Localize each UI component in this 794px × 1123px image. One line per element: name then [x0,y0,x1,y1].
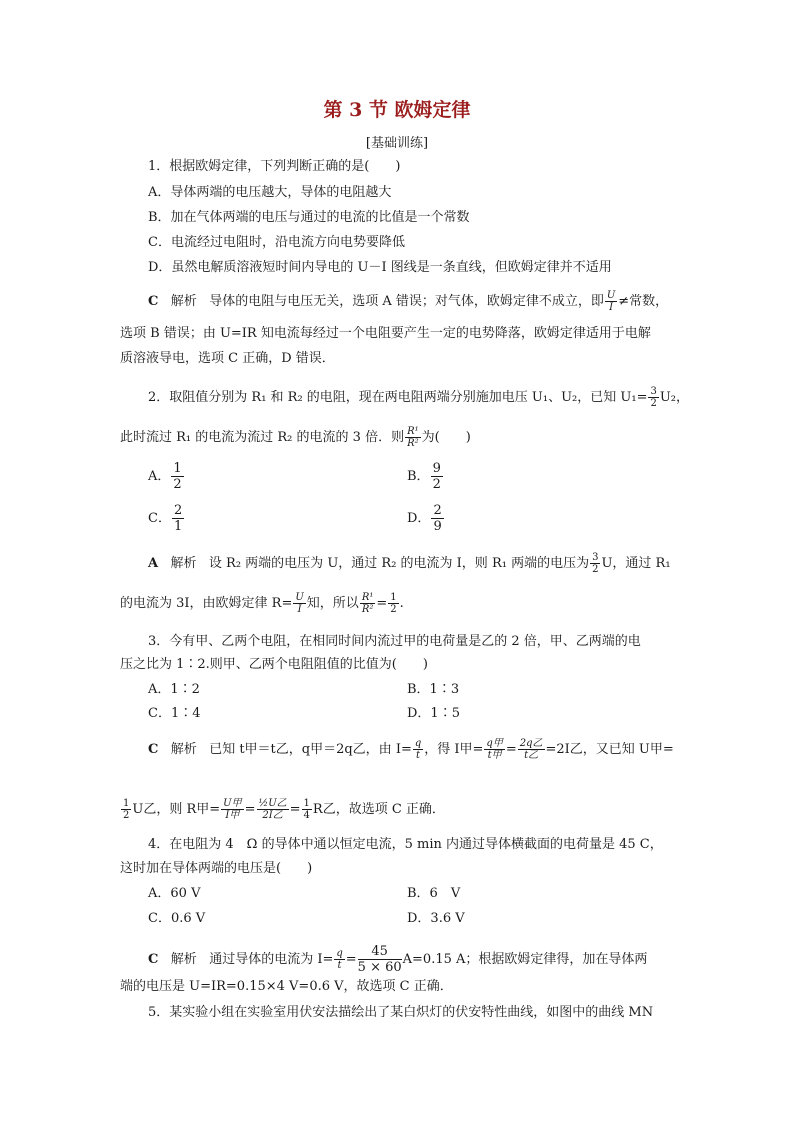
q1-solution-line-3: 质溶液导电，选项 C 正确，D 错误． [120,351,335,366]
q4-solution-label: 解析 [170,952,197,967]
q2-option-b [407,461,444,492]
q3-solution-fraction-1 [413,738,423,761]
q4-option-b: B．6 V [407,886,461,901]
q2-option-d [407,503,445,534]
q4-solution-fraction-2-den: 5 × 60 [357,960,402,975]
q2-solution2-fraction-3-num: 1 [390,592,397,603]
q4-solution-equals: = [345,952,357,967]
q2-answer: A [148,556,159,571]
q3-solution2-fraction-3-den: 4 [303,810,310,821]
q3-solution-fraction-3-num: 2q乙 [519,738,543,749]
q1-stem: 1．根据欧姆定律，下列判断正确的是( ) [148,159,401,174]
q2-solution-label: 解析 [170,556,197,571]
q2-solution-text: 设 R₂ 两端的电压为 U，通过 R₂ 的电流为 I，则 R₁ 两端的电压为 [208,556,590,571]
q4-solution-line-2: 端的电压是 U=IR=0.15×4 V=0.6 V，故选项 C 正确． [120,979,453,994]
q2-option-a [148,461,185,492]
q2-option-a-den: 2 [173,477,182,492]
q1-fraction-den: I [609,302,614,313]
q2-solution-text-end: U，通过 R₁ [601,556,671,571]
q3-solution-fraction-1-den: t [416,750,421,761]
q2-stem-text-end: U₂， [659,390,690,405]
q3-option-b: B．1∶3 [407,682,460,697]
q1-solution-label: 解析 [170,294,197,309]
q1-option-b: B．加在气体两端的电压与通过的电流的比值是一个常数 [148,210,470,225]
q2-option-a-fraction [171,461,183,492]
q3-solution-text-mid-1: ，得 I甲= [424,742,484,757]
q2-stem-line-1 [148,386,689,409]
q3-solution-fraction-3-den: t乙 [524,750,539,761]
q2-option-c-den: 1 [173,519,183,534]
q2-solution2-fraction-3 [388,592,398,615]
q2-solution2-fraction-2-den: R² [361,604,374,615]
q3-solution2-fraction-3 [302,798,312,821]
q2-solution2-fraction-1-num: U [295,592,304,603]
q3-solution2-fraction-1-den: I甲 [225,810,240,821]
q3-answer: C [148,742,159,757]
q2-stem2-text: 此时流过 R₁ 的电流为流过 R₂ 的电流的 3 倍．则 [120,430,405,445]
q2-option-c [148,503,185,534]
q3-solution2-fraction-1-num: U甲 [223,798,242,809]
q3-solution2-fraction-0-den: 2 [123,810,130,821]
q3-solution2-text: U乙，则 R甲= [132,802,221,817]
q3-solution-fraction-2-den: t甲 [487,750,502,761]
q2-option-c-fraction [172,503,184,534]
q3-solution-text: 已知 t甲＝t乙，q甲＝2q乙，由 I= [209,742,412,757]
q4-solution-line-1 [148,944,647,975]
q2-solution-fraction-den: 2 [592,564,599,575]
q3-option-d: D．1∶5 [407,706,460,721]
q1-answer: C [148,294,159,309]
q2-option-d-den: 9 [433,519,442,534]
q4-solution-text: 通过导体的电流为 I= [209,952,334,967]
q2-solution2-fraction-2-num: R¹ [361,592,374,603]
q2-stem2-fraction-den: R² [407,438,419,449]
q1-solution-line-1 [148,290,668,313]
q3-solution-fraction-2 [484,738,504,761]
q1-option-c: C．电流经过电阻时，沿电流方向电势要降低 [148,235,405,250]
q4-solution-fraction-1 [334,948,344,971]
q2-stem2-fraction-num: R¹ [407,426,419,437]
q4-stem-line-2: 这时加在导体两端的电压是( ) [120,861,313,876]
q3-solution2-fraction-2-num: ½U乙 [258,798,287,809]
q3-solution2-fraction-1 [221,798,243,821]
q2-option-a-label: A． [148,469,171,484]
q2-option-b-num: 9 [432,461,441,476]
q1-solution-text-end: ≠常数， [618,294,669,309]
q1-fraction-num: U [606,290,616,301]
q2-stem-line-2 [120,426,471,449]
q3-solution2-fraction-0-num: 1 [123,798,130,809]
q4-solution-fraction-1-den: t [337,960,342,971]
q1-solution-line-2: 选项 B 错误；由 U=IR 知电流每经过一个电阻要产生一定的电势降落，欧姆定律适用于电解 [120,326,651,341]
q2-stem-fraction-num: 3 [650,386,657,397]
q3-stem-line-2: 压之比为 1∶2.则甲、乙两个电阻阻值的比值为( ) [120,657,428,672]
q3-solution2-text-end: R乙，故选项 C 正确． [312,802,445,817]
q4-solution-text-end: A=0.15 A；根据欧姆定律得，加在导体两 [402,952,648,967]
q2-solution2-text-end: . [399,596,404,611]
q3-solution-fraction-2-num: q甲 [486,738,503,749]
section-label: [基础训练] [365,136,429,151]
q3-stem-line-1: 3．今有甲、乙两个电阻，在相同时间内流过甲的电荷量是乙的 2 倍，甲、乙两端的电 [148,634,641,649]
q2-stem2-fraction [405,426,421,449]
q2-option-d-num: 2 [433,503,442,518]
q3-solution2-equals-2: = [289,802,301,817]
q2-solution-fraction-num: 3 [592,552,599,563]
q2-option-b-fraction [431,461,443,492]
q3-option-c: C．1∶4 [148,706,201,721]
q2-option-c-num: 2 [173,503,183,518]
q2-solution-fraction [590,552,600,575]
q1-solution-text: 导体的电阻与电压无关，选项 A 错误；对气体，欧姆定律不成立，即 [209,294,604,309]
q5-stem-line-1: 5．某实验小组在实验室用伏安法描绘出了某白炽灯的伏安特性曲线，如图中的曲线 MN [148,1005,654,1020]
q2-option-b-den: 2 [432,477,441,492]
q2-solution2-fraction-2 [360,592,376,615]
q2-solution2-text-mid: 知，所以 [306,596,359,611]
q2-solution2-text: 的电流为 3I，由欧姆定律 R= [120,596,293,611]
q2-solution-line-2 [120,592,404,615]
q3-solution2-fraction-2-den: 2I乙 [262,810,283,821]
q3-solution2-equals-1: = [244,802,256,817]
q2-option-d-fraction [431,503,443,534]
q2-option-b-label: B． [407,469,430,484]
q2-solution2-equals: = [376,596,388,611]
q4-option-d: D．3.6 V [407,911,465,926]
q1-option-d: D．虽然电解质溶液短时间内导电的 U－I 图线是一条直线，但欧姆定律并不适用 [148,260,612,275]
q2-stem-fraction-den: 2 [650,398,657,409]
q2-solution2-fraction-1-den: I [297,604,302,615]
q1-fraction [605,290,617,313]
q2-stem-text: 2．取阻值分别为 R₁ 和 R₂ 的电阻，现在两电阻两端分别施加电压 U₁、U₂，已知 U₁= [148,390,648,405]
q3-solution2-fraction-0 [121,798,131,821]
q3-solution-fraction-1-num: q [414,738,422,749]
q3-solution-text-end: =2I乙，又已知 U甲= [545,742,674,757]
q1-option-a: A．导体两端的电压越大，导体的电阻越大 [148,185,392,200]
q2-option-c-label: C． [148,511,171,526]
q2-solution2-fraction-1 [293,592,305,615]
q4-stem-line-1: 4．在电阻为 4 Ω 的导体中通以恒定电流，5 min 内通过导体横截面的电荷量是 45 C， [148,837,663,852]
q3-solution-equals-1: = [505,742,517,757]
q3-solution-line-2 [120,798,445,821]
q2-solution2-fraction-3-den: 2 [390,604,397,615]
q4-answer: C [148,952,159,967]
q2-option-a-num: 1 [173,461,182,476]
q4-solution-fraction-2 [358,944,402,975]
q3-solution2-fraction-2 [257,798,289,821]
q2-solution-line-1 [148,552,671,575]
q3-solution-label: 解析 [170,742,197,757]
q4-option-c: C．0.6 V [148,911,206,926]
q3-option-a: A．1∶2 [148,682,200,697]
q3-solution-line-1 [148,738,674,761]
q4-solution-fraction-2-num: 45 [358,944,402,960]
q2-option-d-label: D． [407,511,431,526]
page-title: 第 3 节 欧姆定律 [323,99,471,121]
q2-stem2-text-end: 为( ) [421,430,471,445]
q3-solution2-fraction-3-num: 1 [303,798,310,809]
q2-stem-fraction [648,386,658,409]
q4-option-a: A．60 V [148,886,201,901]
q3-solution-fraction-3 [518,738,545,761]
q4-solution-fraction-1-num: q [336,948,343,959]
